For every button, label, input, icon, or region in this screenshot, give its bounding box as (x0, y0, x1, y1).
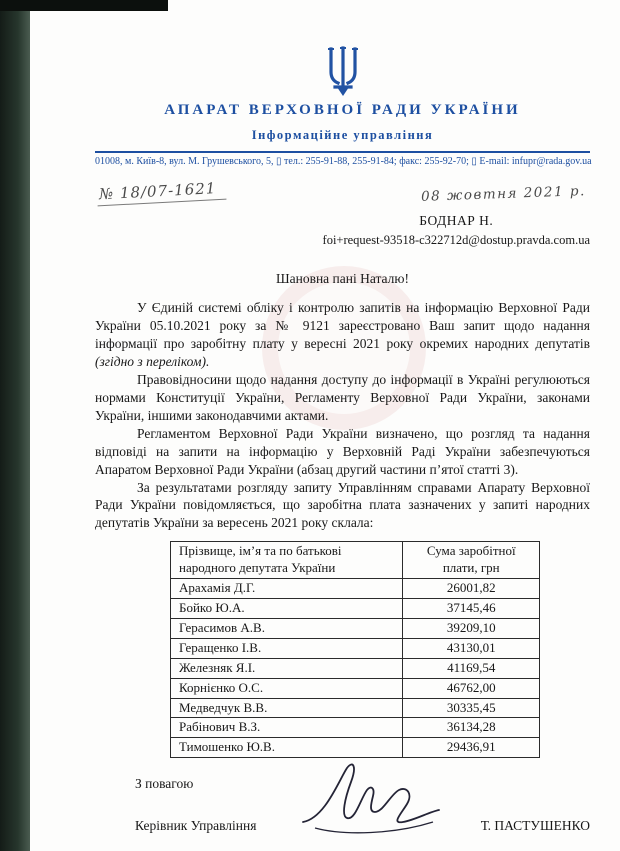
table-row (171, 638, 540, 658)
column-header-amount: Сума заробітної плати, грн (403, 542, 540, 579)
recipient-block (95, 213, 590, 249)
paragraph-2: Правовідносини щодо надання доступу до інформації в Україні регулюються нормами Конституції України, Регламенту Верховної Ради України, законами України, іншими законодавчими актами. (95, 371, 590, 423)
salary-amount: 36134,28 (403, 718, 540, 738)
scan-edge-strip (0, 0, 30, 851)
recipient-inner (323, 213, 590, 248)
header-divider (95, 151, 590, 153)
salary-table-body (171, 579, 540, 758)
deputy-name: Тимошенко Ю.В. (171, 738, 403, 758)
salary-amount: 29436,91 (403, 738, 540, 758)
deputy-name: Герасимов А.В. (171, 618, 403, 638)
table-row (171, 579, 540, 599)
table-row (171, 678, 540, 698)
recipient-email: foi+request-93518-c322712d@dostup.pravda.com.ua (322, 233, 590, 247)
table-row (171, 698, 540, 718)
deputy-name: Рабінович В.З. (171, 718, 403, 738)
table-row (171, 658, 540, 678)
recipient-name: БОДНАР Н. (419, 213, 494, 228)
address-line: 01008, м. Київ-8, вул. М. Грушевського, 5, ▯ тел.: 255-91-88, 255-91-84; факс: 255-92-70; ▯ E-mail: infupr@rada.gov.ua (95, 156, 592, 167)
deputy-name: Арахамія Д.Г. (171, 579, 403, 599)
salary-table-head (171, 542, 540, 579)
paragraph-1 (95, 299, 590, 371)
column-header-name: Прізвище, ім’я та по батькові народного депутата України (171, 542, 403, 579)
table-header-row (171, 542, 540, 579)
paragraph-1-italic: (згідно з переліком). (95, 353, 210, 369)
salary-amount: 41169,54 (403, 658, 540, 678)
handwritten-row (95, 179, 590, 205)
signer-position: Керівник Управління (135, 818, 257, 834)
department-name: Інформаційне управління (251, 128, 434, 142)
paragraph-4: За результатами розгляду запиту Управлінням справами Апарату Верховної Ради України повідомляється, що заробітна плата зазначених у запиті народних депутатів України за вересень 2021 року склала: (95, 479, 590, 531)
salary-amount: 30335,45 (403, 698, 540, 718)
salary-amount: 37145,46 (403, 599, 540, 619)
table-row (171, 599, 540, 619)
table-row (171, 738, 540, 758)
organization-name: АПАРАТ ВЕРХОВНОЇ РАДИ УКРАЇНИ (164, 102, 521, 118)
salary-amount: 26001,82 (403, 579, 540, 599)
signer-name: Т. ПАСТУШЕНКО (480, 818, 590, 834)
paragraph-1-text: У Єдиній системі обліку і контролю запитів на інформацію Верховної Ради України 05.10.2021 року за № 9121 зареєстровано Ваш запит щодо надання інформації про заробітну плату у вересні 2021 року окремих народних депутатів (95, 300, 590, 351)
salary-table (170, 541, 540, 758)
salary-amount: 46762,00 (403, 678, 540, 698)
paragraph-3: Регламентом Верховної Ради України визначено, що розгляд та надання відповіді на запити на інформацію у Верховній Раді України забезпечуються Апаратом Верховної Ради України (абзац другий частини п’ятої статті 3). (95, 425, 590, 477)
deputy-name: Бойко Ю.А. (171, 599, 403, 619)
table-row (171, 618, 540, 638)
deputy-name: Корнієнко О.С. (171, 678, 403, 698)
salutation: Шановна пані Наталю! (275, 271, 409, 286)
letterhead (95, 0, 590, 167)
trident-emblem-icon (325, 46, 361, 96)
letter-content (30, 0, 620, 851)
table-row (171, 718, 540, 738)
deputy-name: Железняк Я.І. (171, 658, 403, 678)
salary-amount: 39209,10 (403, 618, 540, 638)
handwritten-date: 08 жовтня 2021 р. (420, 183, 587, 205)
closing-regards: З повагою (135, 776, 194, 792)
salary-amount: 43130,01 (403, 638, 540, 658)
signature-scribble (295, 760, 445, 842)
deputy-name: Геращенко І.В. (171, 638, 403, 658)
handwritten-ref-number: № 18/07-1621 (97, 179, 227, 207)
letter-body (95, 299, 590, 532)
deputy-name: Медведчук В.В. (171, 698, 403, 718)
